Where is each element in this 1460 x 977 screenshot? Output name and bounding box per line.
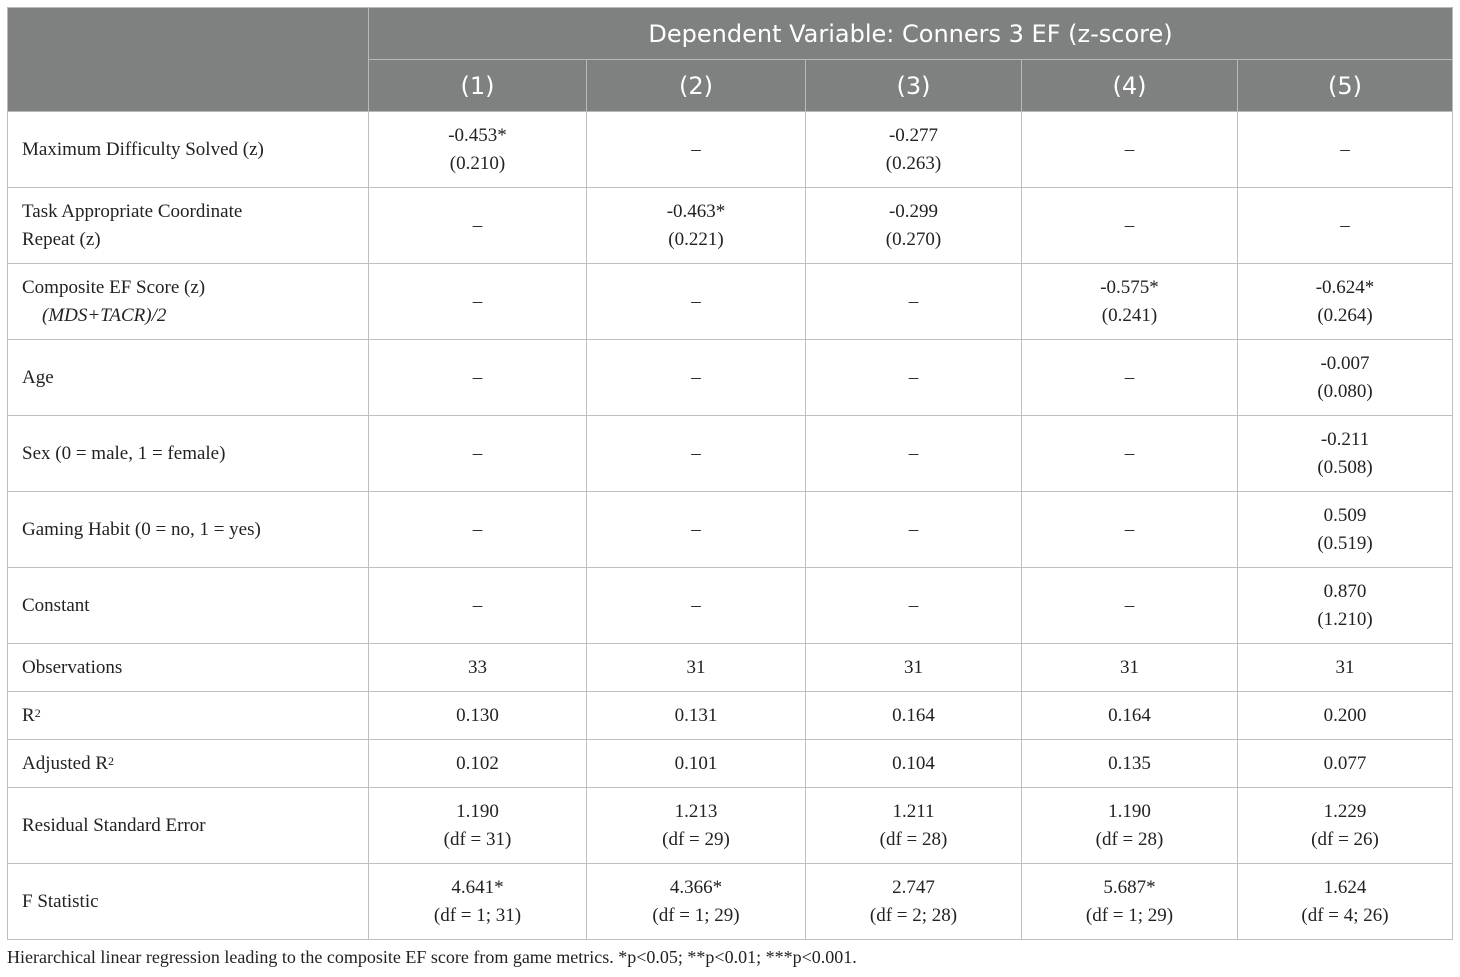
table-cell <box>587 788 806 864</box>
coefficient-value: -0.007 <box>1320 352 1370 374</box>
standard-error-value: (0.508) <box>1317 456 1373 478</box>
coefficient-value: – <box>472 290 483 312</box>
coefficient-value: – <box>691 442 701 464</box>
row-label-text: Sex (0 = male, 1 = female) <box>22 442 226 464</box>
table-row <box>8 644 1453 692</box>
standard-error-value: (df = 4; 26) <box>1301 904 1389 926</box>
header-corner <box>8 8 369 112</box>
column-header: (1) <box>369 60 587 112</box>
row-label <box>8 740 369 788</box>
table-cell <box>587 264 806 340</box>
table-cell <box>369 492 587 568</box>
table-cell: 0.164 <box>806 692 1022 740</box>
row-label-text: R <box>22 704 35 726</box>
standard-error-value: (0.519) <box>1317 532 1373 554</box>
regression-table-container <box>7 7 1452 940</box>
table-cell: 0.077 <box>1238 740 1453 788</box>
coefficient-value: 1.213 <box>674 800 718 822</box>
standard-error-value: (0.263) <box>885 152 942 174</box>
table-row <box>8 416 1453 492</box>
row-sublabel: (MDS+TACR)/2 <box>42 304 167 326</box>
row-label-text: Gaming Habit (0 = no, 1 = yes) <box>22 518 261 540</box>
coefficient-value: 1.190 <box>1108 800 1151 822</box>
column-header: (2) <box>587 60 806 112</box>
table-row <box>8 692 1453 740</box>
coefficient-value: – <box>472 594 483 616</box>
table-footnote: Hierarchical linear regression leading to the composite EF score from game metrics. *p<0.05; **p<0.01; ***p<0.001. <box>7 947 857 967</box>
coefficient-value: – <box>1124 518 1135 540</box>
coefficient-value: 1.229 <box>1323 800 1367 822</box>
table-cell <box>806 492 1022 568</box>
table-cell <box>806 568 1022 644</box>
row-label <box>8 692 369 740</box>
table-cell <box>1022 264 1238 340</box>
standard-error-value: (0.080) <box>1317 380 1373 402</box>
standard-error-value: (df = 26) <box>1311 828 1379 850</box>
table-cell <box>1238 568 1453 644</box>
coefficient-value: 2.747 <box>892 876 935 898</box>
table-cell <box>587 492 806 568</box>
table-cell <box>587 188 806 264</box>
coefficient-value: – <box>908 366 919 388</box>
standard-error-value: (0.241) <box>1101 304 1158 326</box>
standard-error-value: (df = 1; 31) <box>433 904 522 926</box>
table-cell: 0.164 <box>1022 692 1238 740</box>
standard-error-value: (0.264) <box>1317 304 1373 326</box>
table-cell <box>1022 568 1238 644</box>
table-cell: 31 <box>587 644 806 692</box>
table-cell <box>369 788 587 864</box>
table-cell <box>1238 112 1453 188</box>
table-cell: 31 <box>806 644 1022 692</box>
row-label-text-continued: Repeat (z) <box>22 228 101 250</box>
coefficient-value: – <box>1124 594 1135 616</box>
coefficient-value: – <box>1340 214 1350 236</box>
table-header <box>8 8 1453 112</box>
standard-error-value: (df = 2; 28) <box>869 904 958 926</box>
standard-error-value: (1.210) <box>1317 608 1373 630</box>
coefficient-value: -0.299 <box>888 200 939 222</box>
coefficient-value: 1.624 <box>1323 876 1367 898</box>
coefficient-value: – <box>908 518 919 540</box>
table-cell: 0.131 <box>587 692 806 740</box>
row-label <box>8 188 369 264</box>
row-label <box>8 492 369 568</box>
coefficient-value: – <box>691 594 701 616</box>
standard-error-value: (df = 28) <box>1095 828 1164 850</box>
coefficient-value: 5.687* <box>1103 876 1156 898</box>
coefficient-value: – <box>472 366 483 388</box>
coefficient-value: – <box>691 366 701 388</box>
table-cell: 0.130 <box>369 692 587 740</box>
table-cell <box>1022 416 1238 492</box>
standard-error-value: (0.210) <box>449 152 506 174</box>
table-cell <box>369 864 587 940</box>
coefficient-value: -0.211 <box>1320 428 1370 450</box>
column-header: (3) <box>806 60 1022 112</box>
table-cell <box>369 264 587 340</box>
row-label-text: Observations <box>22 656 123 678</box>
coefficient-value: – <box>908 594 919 616</box>
standard-error-value: (df = 31) <box>443 828 512 850</box>
row-label <box>8 112 369 188</box>
table-cell <box>1238 416 1453 492</box>
row-label <box>8 264 369 340</box>
table-cell <box>806 864 1022 940</box>
table-row <box>8 340 1453 416</box>
table-cell: 0.200 <box>1238 692 1453 740</box>
standard-error-value: (df = 1; 29) <box>1085 904 1174 926</box>
coefficient-value: – <box>1124 366 1135 388</box>
table-cell <box>806 416 1022 492</box>
coefficient-value: – <box>691 138 701 160</box>
coefficient-value: – <box>1124 138 1135 160</box>
coefficient-value: – <box>1340 138 1350 160</box>
standard-error-value: (0.270) <box>885 228 942 250</box>
table-cell <box>1238 340 1453 416</box>
coefficient-value: 1.190 <box>456 800 499 822</box>
row-label: F Statistic <box>8 864 369 940</box>
coefficient-value: – <box>908 442 919 464</box>
table-cell <box>369 112 587 188</box>
table-cell <box>587 340 806 416</box>
table-row <box>8 740 1453 788</box>
row-label: Residual Standard Error <box>8 788 369 864</box>
table-row <box>8 188 1453 264</box>
table-cell <box>1238 492 1453 568</box>
coefficient-value: -0.453* <box>448 124 507 146</box>
table-cell <box>369 568 587 644</box>
dependent-variable-title: Dependent Variable: Conners 3 EF (z-score) <box>369 8 1453 60</box>
table-row <box>8 788 1453 864</box>
standard-error-value: (df = 1; 29) <box>652 904 740 926</box>
coefficient-value: -0.624* <box>1315 276 1375 298</box>
coefficient-value: 4.366* <box>669 876 723 898</box>
table-cell: 0.101 <box>587 740 806 788</box>
standard-error-value: (df = 28) <box>879 828 948 850</box>
table-cell <box>1238 864 1453 940</box>
table-row <box>8 864 1453 940</box>
table-cell <box>1022 112 1238 188</box>
table-cell <box>1022 340 1238 416</box>
row-label <box>8 568 369 644</box>
coefficient-value: – <box>1124 442 1135 464</box>
coefficient-value: -0.575* <box>1100 276 1159 298</box>
table-cell: 0.104 <box>806 740 1022 788</box>
coefficient-value: 4.641* <box>451 876 504 898</box>
table-cell <box>1022 788 1238 864</box>
row-label-text: Task Appropriate Coordinate <box>22 200 243 222</box>
table-cell <box>806 340 1022 416</box>
table-cell <box>806 112 1022 188</box>
standard-error-value: (0.221) <box>668 228 724 250</box>
standard-error-value: (df = 29) <box>662 828 730 850</box>
table-cell <box>806 788 1022 864</box>
coefficient-value: – <box>908 290 919 312</box>
table-cell <box>1238 188 1453 264</box>
table-cell <box>587 416 806 492</box>
column-header: (4) <box>1022 60 1238 112</box>
table-cell: 31 <box>1238 644 1453 692</box>
row-label-text: Maximum Difficulty Solved (z) <box>22 138 264 160</box>
table-cell <box>369 416 587 492</box>
table-cell <box>369 188 587 264</box>
row-label <box>8 644 369 692</box>
coefficient-value: – <box>691 518 701 540</box>
coefficient-value: – <box>1124 214 1135 236</box>
table-cell: 0.102 <box>369 740 587 788</box>
row-label-text: Composite EF Score (z) <box>22 276 206 298</box>
coefficient-value: 0.870 <box>1323 580 1367 602</box>
superscript: 2 <box>108 753 115 768</box>
row-label-text: Age <box>22 366 54 388</box>
table-row <box>8 568 1453 644</box>
column-header: (5) <box>1238 60 1453 112</box>
table-cell: 33 <box>369 644 587 692</box>
table-body <box>8 112 1453 940</box>
row-label-text: Adjusted R <box>22 752 109 774</box>
table-cell <box>1238 264 1453 340</box>
regression-table <box>7 7 1453 940</box>
table-cell <box>369 340 587 416</box>
superscript: 2 <box>34 705 41 720</box>
table-cell: 0.135 <box>1022 740 1238 788</box>
table-cell <box>1022 188 1238 264</box>
table-cell <box>1022 492 1238 568</box>
coefficient-value: – <box>472 518 483 540</box>
coefficient-value: – <box>691 290 701 312</box>
coefficient-value: -0.463* <box>666 200 726 222</box>
table-cell <box>587 568 806 644</box>
table-cell: 31 <box>1022 644 1238 692</box>
table-row <box>8 492 1453 568</box>
row-label-text: Constant <box>22 594 90 616</box>
table-row <box>8 264 1453 340</box>
coefficient-value: 1.211 <box>892 800 935 822</box>
table-cell <box>1238 788 1453 864</box>
table-cell <box>1022 864 1238 940</box>
row-label <box>8 340 369 416</box>
table-cell <box>806 188 1022 264</box>
table-cell <box>587 864 806 940</box>
table-row <box>8 112 1453 188</box>
row-label <box>8 416 369 492</box>
coefficient-value: – <box>472 442 483 464</box>
coefficient-value: -0.277 <box>888 124 939 146</box>
coefficient-value: – <box>472 214 483 236</box>
table-cell <box>806 264 1022 340</box>
table-cell <box>587 112 806 188</box>
coefficient-value: 0.509 <box>1323 504 1367 526</box>
